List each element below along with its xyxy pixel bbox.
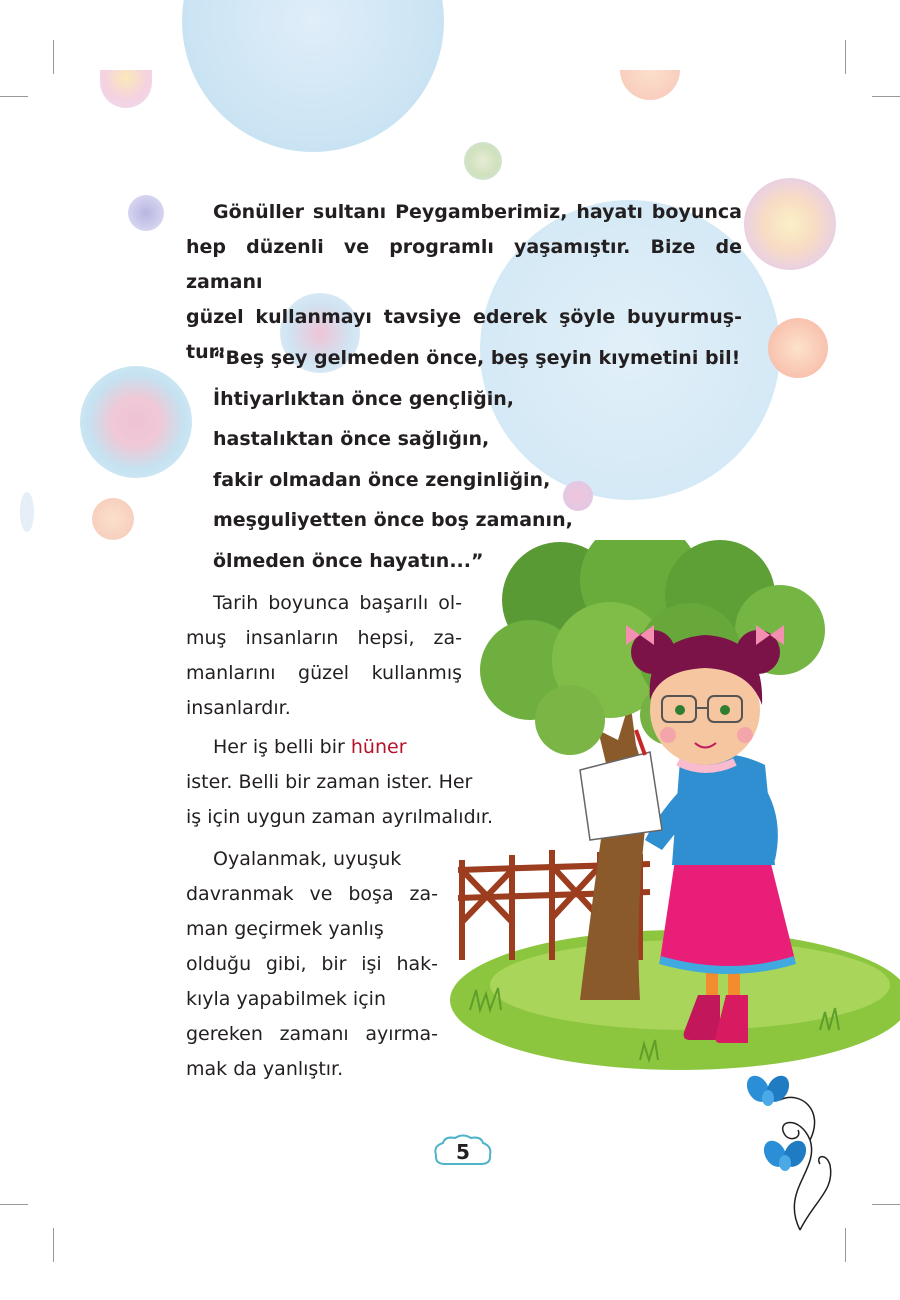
crop-mark [872,1204,900,1205]
body-line: muş insanların hepsi, za- [186,627,462,649]
background-bubble [768,318,828,378]
girl-with-notebook-illustration [440,540,900,1100]
girl-eye [720,705,730,715]
swirl-vine [800,1157,831,1230]
intro-line: tur: [186,341,226,363]
background-bubble [464,142,502,180]
body-line: Tarih boyunca başarılı ol- [213,592,462,614]
quote-line: meşguliyetten önce boş zamanın, [213,509,573,531]
crop-mark [845,40,846,74]
body-line: Oyalanmak, uyuşuk [213,848,402,870]
girl-eye [675,705,685,715]
background-bubble [620,70,680,100]
crop-mark [53,40,54,74]
body-line: mak da yanlıştır. [186,1058,344,1080]
background-bubble [182,0,444,152]
butterflies-decoration [740,1060,860,1240]
crop-mark [872,96,900,97]
background-bubble [744,178,836,270]
quote-line: hastalıktan önce sağlığın, [213,428,490,450]
body-line: gereken zamanı ayırma- [186,1023,438,1045]
body-line: kıyla yapabilmek için [186,988,386,1010]
quote-line: “Beş şey gelmeden önce, beş şeyin kıymetini bil! [213,347,741,369]
paragraph-history [186,586,462,726]
crop-mark [0,96,28,97]
background-bubble [80,366,192,478]
body-line: iş için uygun zaman ayrılmalıdır. [186,806,494,828]
background-bubble [20,492,34,532]
body-line: insanlardır. [186,697,291,719]
quote-line: İhtiyarlıktan önce gençliğin, [213,387,514,410]
quote-line: fakir olmadan önce zenginliğin, [213,468,551,491]
body-text: Her iş belli bir [213,736,351,758]
body-line: davranmak ve boşa za- [186,883,438,905]
body-line: manlarını güzel kullanmış [186,662,462,684]
background-bubble [128,195,164,231]
intro-line: hep düzenli ve programlı yaşamıştır. Bize de zamanı [186,236,742,293]
butterfly-icon [742,1072,793,1106]
body-line: ister. Belli bir zaman ister. Her [186,771,473,793]
crop-mark [53,1228,54,1262]
intro-line: Gönüller sultanı Peygamberimiz, hayatı boyunca [213,201,742,223]
intro-line: güzel kullanmayı tavsiye ederek şöyle buyurmuş- [186,306,742,328]
quote-line: ölmeden önce hayatın...” [213,549,484,572]
background-bubble [100,70,152,108]
body-line: man geçirmek yanlış [186,918,384,940]
butterfly-icon [759,1137,810,1171]
highlighted-word: hüner [350,736,407,758]
paragraph-time [186,842,438,1087]
notebook-icon [580,752,662,840]
cheek-blush [660,727,676,743]
page-number: 5 [456,1140,470,1164]
background-bubble [92,498,134,540]
cheek-blush [737,727,753,743]
body-line: olduğu gibi, bir işi hak- [186,953,438,975]
crop-mark [0,1204,28,1205]
girl-skirt [660,860,795,970]
